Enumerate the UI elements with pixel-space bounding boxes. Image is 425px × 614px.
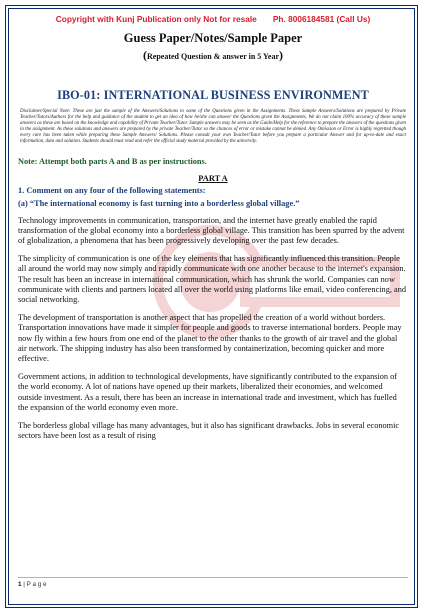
question-heading: 1. Comment on any four of the following statements: bbox=[18, 185, 206, 195]
question-statement: (a) “The international economy is fast turning into a borderless global village.” bbox=[18, 198, 300, 208]
copyright-text: Copyright with Kunj Publication only Not for resale bbox=[55, 14, 257, 24]
answer-paragraph: Government actions, in addition to technological developments, have significantly contributed to the expansion of the world economy. A lot of nations have opened up their markets, liberalized their economies, and welcomed outside investment. As a result, there has been an increase in international trade and investment, which has fuelled the expansion of the world economy even more. bbox=[18, 372, 398, 412]
page-label: P a g e bbox=[26, 581, 47, 588]
footer-separator: | bbox=[21, 581, 27, 588]
instruction-note: Note: Attempt both parts A and B as per instructions. bbox=[18, 156, 207, 166]
answer-paragraph: The development of transportation is another aspect that has propelled the creation of a world without borders. Transportation innovations have made it simpler for people and goods to traverse international borders. People may now fly within a few hours from one end of the planet to the other thanks to the growth of air travel and the global air network. The shipping industry has also been transformed by containerization, becoming quicker and more effective. bbox=[18, 313, 402, 363]
course-title: IBO-01: INTERNATIONAL BUSINESS ENVIRONMENT bbox=[57, 88, 369, 102]
document-title: Guess Paper/Notes/Sample Paper bbox=[123, 31, 303, 45]
answer-paragraph: The borderless global village has many advantages, but it also has significant drawbacks. Jobs in several economic sectors have been lost as a result of rising bbox=[18, 421, 400, 441]
part-label: PART A bbox=[198, 173, 228, 183]
document-subtitle bbox=[18, 48, 408, 63]
answer-paragraph: Technology improvements in communication, transportation, and the internet have greatly enabled the rapid transformation of the global economy into a borderless global village. This transition has been spurred by the advent of globalization, a phenomena that has been progressively developing over the past few decades. bbox=[18, 215, 405, 245]
phone-text: Ph. 8006184581 (Call Us) bbox=[272, 14, 371, 24]
copyright-line bbox=[18, 14, 408, 24]
disclaimer-text: Disclaimer/Special Note: These are just the sample of the Answers/Solutions to some of the Questions given in the Assignments. These Sample Answers/Solutions are prepared by Private Teacher/Tutors/Authors for the help and guidance of the student to get an idea of how he/she can answer the Questions given the Assignments. We do not claim 100% accuracy of these sample answers as these are based on the knowledge and capability of Private Teacher/Tutor. Sample answers may be seen as the Guide/Help for the reference to prepare the answers of the questions given in the assignment. As these solutions and answers are prepared by the private Teacher/Tutor so the chances of error or mistake cannot be denied. Any Omission or Error is highly regretted though every care has been taken while preparing these Sample Answers/ Solutions. Please consult your own Teacher/Tutor before you prepare a particular Answer and for up-to-date and exact information, data and solution. Students should must read and refer the official study material provided by the university. bbox=[20, 109, 406, 145]
page-content bbox=[18, 10, 408, 441]
page-footer bbox=[18, 577, 408, 588]
page-number: 1 bbox=[18, 581, 22, 588]
subtitle-text: Repeated Question & answer in 5 Year bbox=[147, 52, 279, 61]
subtitle-open-paren: ( bbox=[143, 48, 147, 62]
subtitle-close-paren: ) bbox=[279, 48, 283, 62]
answer-paragraph: The simplicity of communication is one of the key elements that has significantly influenced this transition. People all around the world may now simply and rapidly communicate with one another because to the internet's expansion. The result has been an increase in international communication, which has shrunk the world. Companies can now communicate with clients and partners located all over the world using platforms like email, video conferencing, and social networking. bbox=[18, 254, 406, 304]
